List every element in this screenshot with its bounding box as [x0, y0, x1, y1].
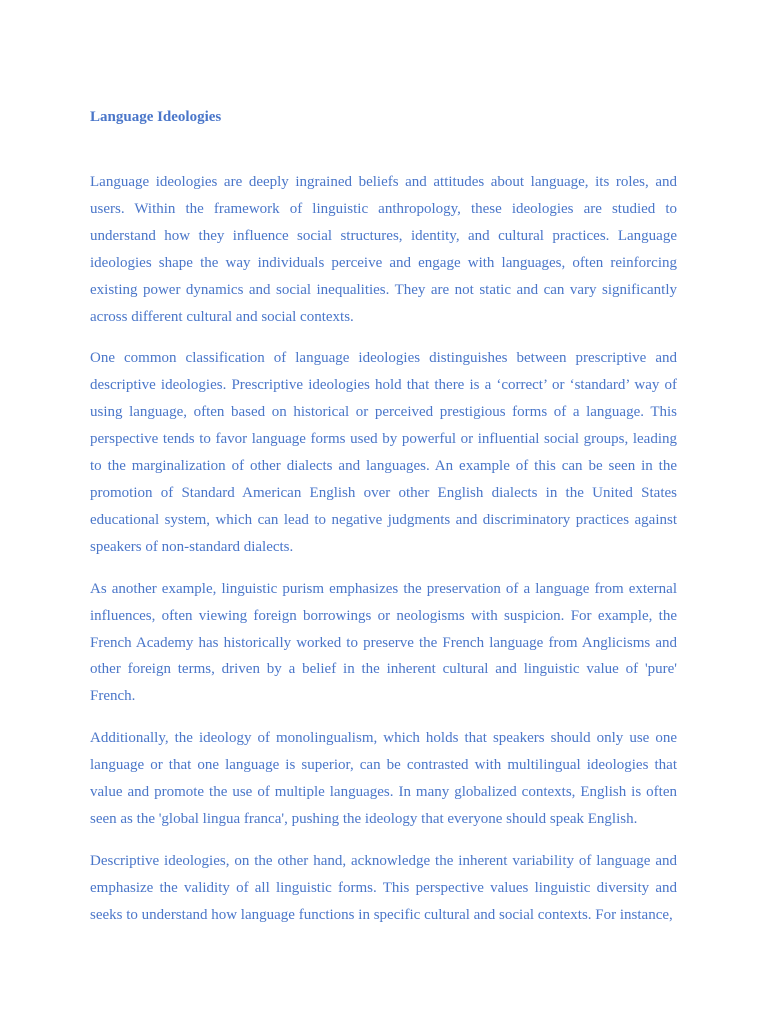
paragraph-prescriptive: One common classification of language ideologies distinguishes between prescriptive and descriptive ideologies. Prescriptive ideologies hold that there is a ‘correct’ or ‘standard’ way of using language, often based on historical or perceived prestigious forms of a language. This perspective tends to favor language forms used by powerful or influential social groups, leading to the marginalization of other dialects and languages. An example of this can be seen in the promotion of Standard American English over other English dialects in the United States educational system, which can lead to negative judgments and discriminatory practices against speakers of non-standard dialects. — [90, 350, 677, 555]
document-body — [90, 107, 677, 944]
paragraph-intro: Language ideologies are deeply ingrained beliefs and attitudes about language, its roles, and users. Within the framework of linguistic anthropology, these ideologies are studied to understand how they influence social structures, identity, and cultural practices. Language ideologies shape the way individuals perceive and engage with languages, often reinforcing existing power dynamics and social inequalities. They are not static and can vary significantly across different cultural and social contexts. — [90, 174, 677, 325]
paragraph-purism: As another example, linguistic purism emphasizes the preservation of a language from external influences, often viewing foreign borrowings or neologisms with suspicion. For example, the French Academy has historically worked to preserve the French language from Anglicisms and other foreign terms, driven by a belief in the inherent cultural and linguistic value of 'pure' French. — [90, 580, 677, 705]
paragraph-monolingualism: Additionally, the ideology of monolingualism, which holds that speakers should only use one language or that one language is superior, can be contrasted with multilingual ideologies that value and promote the use of multiple languages. In many globalized contexts, English is often seen as the 'global lingua franca', pushing the ideology that everyone should speak English. — [90, 730, 677, 827]
document-title: Language Ideologies — [90, 109, 222, 125]
paragraph-descriptive: Descriptive ideologies, on the other hand, acknowledge the inherent variability of language and emphasize the validity of all linguistic forms. This perspective values linguistic diversity and seeks to understand how language functions in specific cultural and social contexts. For instance, — [90, 852, 677, 923]
